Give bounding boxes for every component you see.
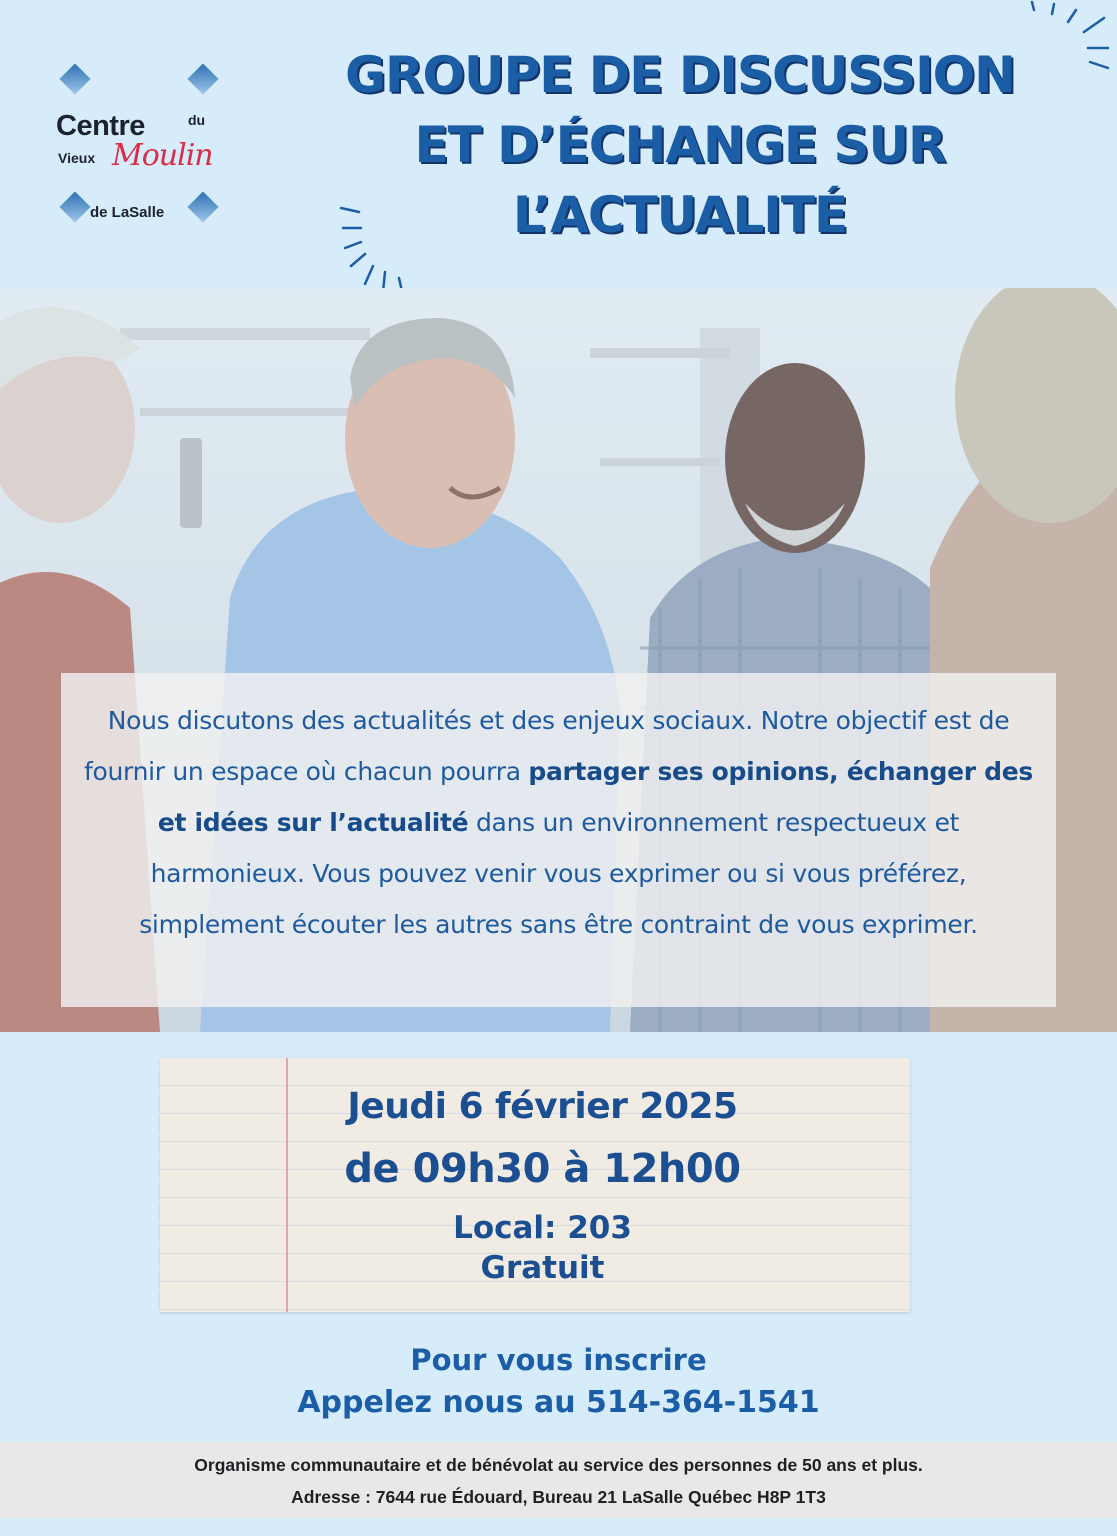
event-details-note bbox=[160, 1058, 910, 1312]
title-line-3: L’ACTUALITÉ bbox=[512, 186, 848, 244]
title-line-1: GROUPE DE DISCUSSION bbox=[344, 46, 1016, 104]
footer-address: Adresse : 7644 rue Édouard, Bureau 21 LaSalle Québec H8P 1T3 bbox=[291, 1487, 826, 1507]
footer-mission: Organisme communautaire et de bénévolat au service des personnes de 50 ans et plus. bbox=[194, 1455, 923, 1475]
footer bbox=[0, 1442, 1117, 1518]
register-phone: Appelez nous au 514-364-1541 bbox=[297, 1385, 820, 1420]
title-line-2: ET D’ÉCHANGE SUR bbox=[414, 116, 946, 174]
logo-diamond-icon bbox=[59, 63, 90, 94]
event-time: de 09h30 à 12h00 bbox=[344, 1146, 741, 1192]
description-highlight: partager ses opinions, échanger des et idées sur l’actualité bbox=[157, 757, 1033, 837]
sparkle-left-icon bbox=[335, 200, 415, 300]
logo-word-vieux: Vieux bbox=[58, 150, 96, 166]
description-box bbox=[61, 673, 1056, 1007]
centre-vieux-moulin-logo bbox=[52, 60, 232, 230]
logo-word-centre: Centre bbox=[56, 110, 145, 142]
registration-info bbox=[0, 1340, 1117, 1426]
header bbox=[0, 0, 1117, 288]
logo-word-moulin: Moulin bbox=[112, 138, 213, 173]
event-price: Gratuit bbox=[480, 1250, 605, 1286]
logo-diamond-icon bbox=[187, 63, 218, 94]
logo-diamond-icon bbox=[187, 191, 218, 222]
logo-diamond-icon bbox=[59, 191, 90, 222]
footer-strip bbox=[0, 1518, 1117, 1536]
event-date: Jeudi 6 février 2025 bbox=[347, 1086, 738, 1127]
logo-word-lasalle: de LaSalle bbox=[90, 204, 165, 221]
logo-word-du: du bbox=[188, 112, 206, 128]
register-heading: Pour vous inscrire bbox=[410, 1343, 707, 1377]
description-text-1: Nous discutons des actualités et des enjeux sociaux. Notre objectif est de fournir un espace où chacun pourra bbox=[83, 706, 1010, 786]
description-text-2: dans un environnement respectueux et harmonieux. Vous pouvez venir vous exprimer ou si vous préférez, simplement écouter les autres sans être contraint de vous exprimer. bbox=[139, 808, 978, 939]
event-room: Local: 203 bbox=[453, 1210, 632, 1246]
sparkle-right-icon bbox=[1010, 0, 1117, 80]
